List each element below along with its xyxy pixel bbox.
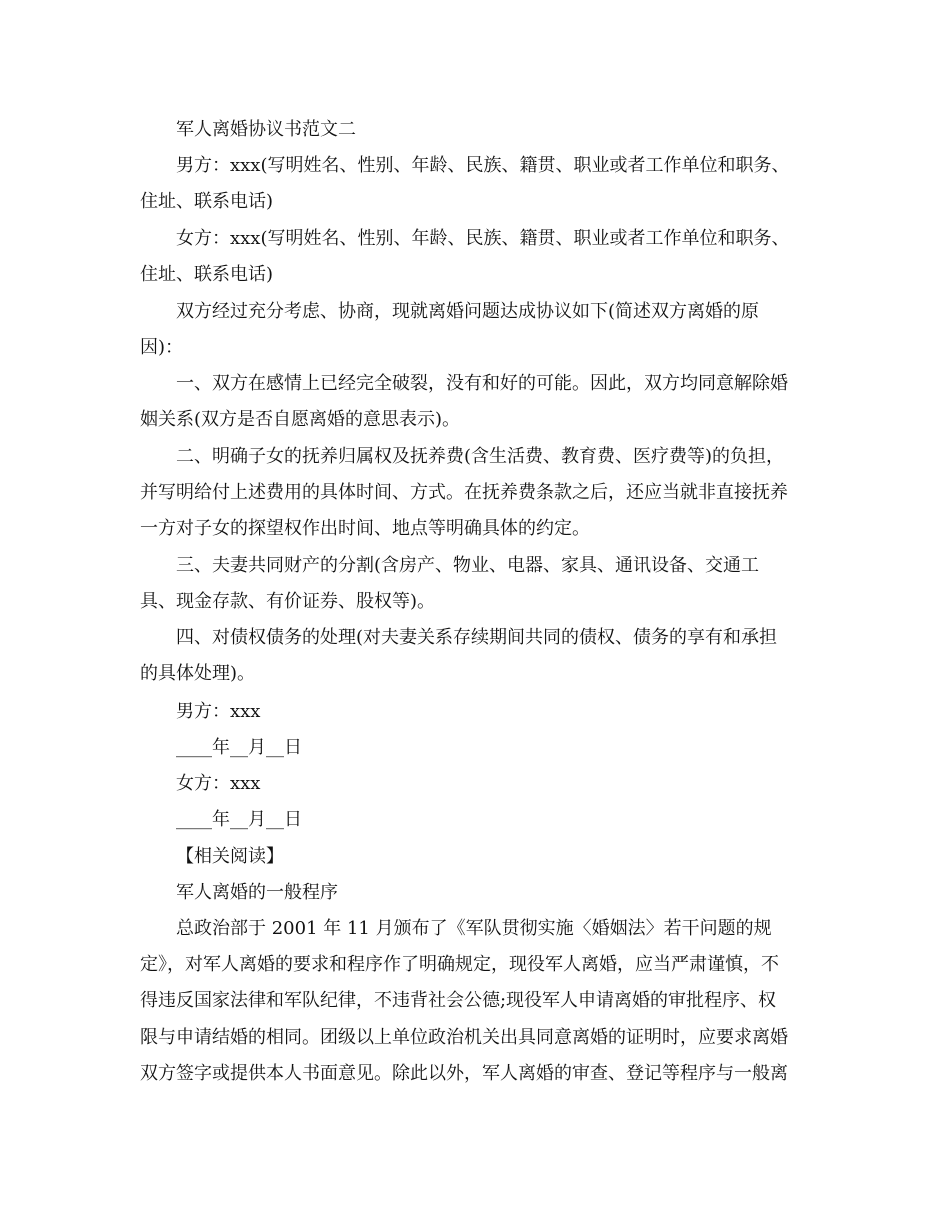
signature-male: 男方：xxx bbox=[176, 701, 261, 722]
related-article-title: 军人离婚的一般程序 bbox=[176, 882, 338, 903]
related-body-line-1: 总政治部于 2001 年 11 月颁布了《军队贯彻实施〈婚姻法〉若干问题的规 bbox=[176, 918, 772, 939]
signature-female: 女方：xxx bbox=[176, 773, 261, 794]
clause2-line-3: 一方对子女的探望权作出时间、地点等明确具体的约定。 bbox=[140, 518, 590, 539]
clause2-line-1: 二、明确子女的抚养归属权及抚养费(含生活费、教育费、医疗费等)的负担， bbox=[176, 446, 785, 467]
related-body-line-4: 限与申请结婚的相同。团级以上单位政治机关出具同意离婚的证明时，应要求离婚 bbox=[140, 1027, 788, 1048]
clause2-line-2: 并写明给付上述费用的具体时间、方式。在抚养费条款之后，还应当就非直接抚养 bbox=[140, 482, 788, 503]
clause4-line-1: 四、对债权债务的处理(对夫妻关系存续期间共同的债权、债务的享有和承担 bbox=[176, 627, 778, 648]
intro-line-1: 双方经过充分考虑、协商，现就离婚问题达成协议如下(简述双方离婚的原 bbox=[176, 301, 760, 322]
related-body-line-5: 双方签字或提供本人书面意见。除此以外，军人离婚的审查、登记等程序与一般离 bbox=[140, 1063, 788, 1084]
clause3-line-1: 三、夫妻共同财产的分割(含房产、物业、电器、家具、通讯设备、交通工 bbox=[176, 555, 760, 576]
related-reading-heading: 【相关阅读】 bbox=[176, 846, 284, 867]
clause3-line-2: 具、现金存款、有价证券、股权等)。 bbox=[140, 591, 436, 612]
intro-line-2: 因)： bbox=[140, 337, 184, 358]
date-female: ____年__月__日 bbox=[176, 809, 302, 830]
related-body-line-2: 定》，对军人离婚的要求和程序作了明确规定，现役军人离婚，应当严肃谨慎，不 bbox=[140, 954, 779, 975]
female-party-line-1: 女方：xxx(写明姓名、性别、年龄、民族、籍贯、职业或者工作单位和职务、 bbox=[176, 228, 790, 249]
male-party-line-1: 男方：xxx(写明姓名、性别、年龄、民族、籍贯、职业或者工作单位和职务、 bbox=[176, 155, 790, 176]
clause1-line-2: 姻关系(双方是否自愿离婚的意思表示)。 bbox=[140, 409, 461, 430]
date-male: ____年__月__日 bbox=[176, 737, 302, 758]
clause1-line-1: 一、双方在感情上已经完全破裂，没有和好的可能。因此，双方均同意解除婚 bbox=[176, 373, 788, 394]
female-party-line-2: 住址、联系电话) bbox=[140, 264, 274, 285]
male-party-line-2: 住址、联系电话) bbox=[140, 191, 274, 212]
related-body-line-3: 得违反国家法律和军队纪律，不违背社会公德;现役军人申请离婚的审批程序、权 bbox=[140, 990, 777, 1011]
document-title: 军人离婚协议书范文二 bbox=[176, 119, 356, 140]
clause4-line-2: 的具体处理)。 bbox=[140, 663, 256, 684]
